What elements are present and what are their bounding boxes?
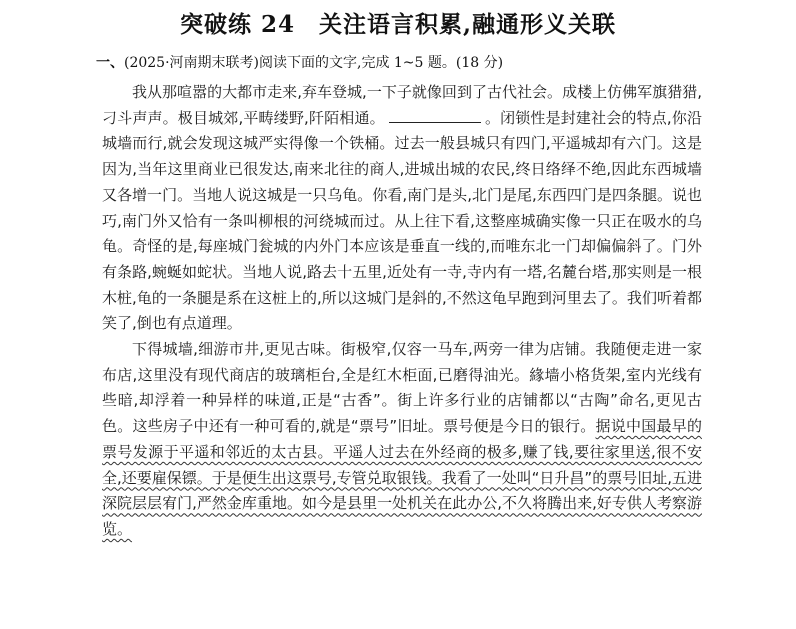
page-title: 突破练 24 关注语言积累,融通形义关联 <box>179 11 617 38</box>
question-instruction: (2025·河南期末联考)阅读下面的文字,完成 1~5 题。(18 分) <box>124 55 504 71</box>
question-number: 一、 <box>96 55 124 71</box>
question-header <box>96 52 503 72</box>
reading-passage <box>102 80 702 543</box>
wavy-underlined-sentence: 据说中国最早的票号发源于平遥和邻近的太古县。平遥人过去在外经商的极多,赚了钱,要往家里送,很不安全,还要雇保镖。于是便生出这票号,专管兑取银钱。我看了一处叫“日升昌”的票号旧址,五进深院层层宥门,严然金库重地。如今是县里一处机关在此办公,不久将腾出来,好专供人考察游览。 <box>102 417 702 538</box>
paragraph-2-part-1: 下得城墙,细游市井,更见古味。街极窄,仅容一马车,两旁一律为店铺。我随便走进一家布店,这里没有现代商店的玻璃柜台,全是红木柜面,已磨得油光。緣墙小格货架,室内光线有些暗,却浮着一种异样的味道,正是“古香”。街上许多行业的店铺都以“古陶”命名,更见古色。这些房子中还有一种可看的,就是“票号”旧址。票号便是今日的银行。 <box>102 340 702 436</box>
answer-blank[interactable] <box>389 108 481 123</box>
paragraph-2 <box>102 337 702 543</box>
paragraph-1 <box>102 80 702 337</box>
paragraph-1-part-2: 。闭锁性是封建社会的特点,你沿城墙而行,就会发现这城严实得像一个铁桶。过去一般县城只有四门,平遥城却有六门。这是因为,当年这里商业已很发达,南来北往的商人,进城出城的农民,终日络绎不绝,因此东西城墙又各增一门。当地人说这城是一只乌龟。你看,南门是头,北门是尾,东西四门是四条腿。说也巧,南门外又恰有一条叫柳根的河绕城而过。从上往下看,这整座城确实像一只正在吸水的乌龟。奇怪的是,每座城门瓮城的内外门本应该是垂直一线的,而唯东北一门却偏偏斜了。门外有条路,蜿蜒如蛇状。当地人说,路去十五里,近处有一寺,寺内有一塔,名麓台塔,那实则是一根木桩,龟的一条腿是系在这桩上的,所以这城门是斜的,不然这龟早跑到河里去了。我们听着都笑了,倒也有点道理。 <box>102 108 702 333</box>
paragraph-1-part-1: 我从那喧嚣的大都市走来,弃车登城,一下子就像回到了古代社会。成楼上仿佛军旗猎猎,刁斗声声。极目城郊,平畴缕野,阡陌相通。 <box>102 83 702 127</box>
